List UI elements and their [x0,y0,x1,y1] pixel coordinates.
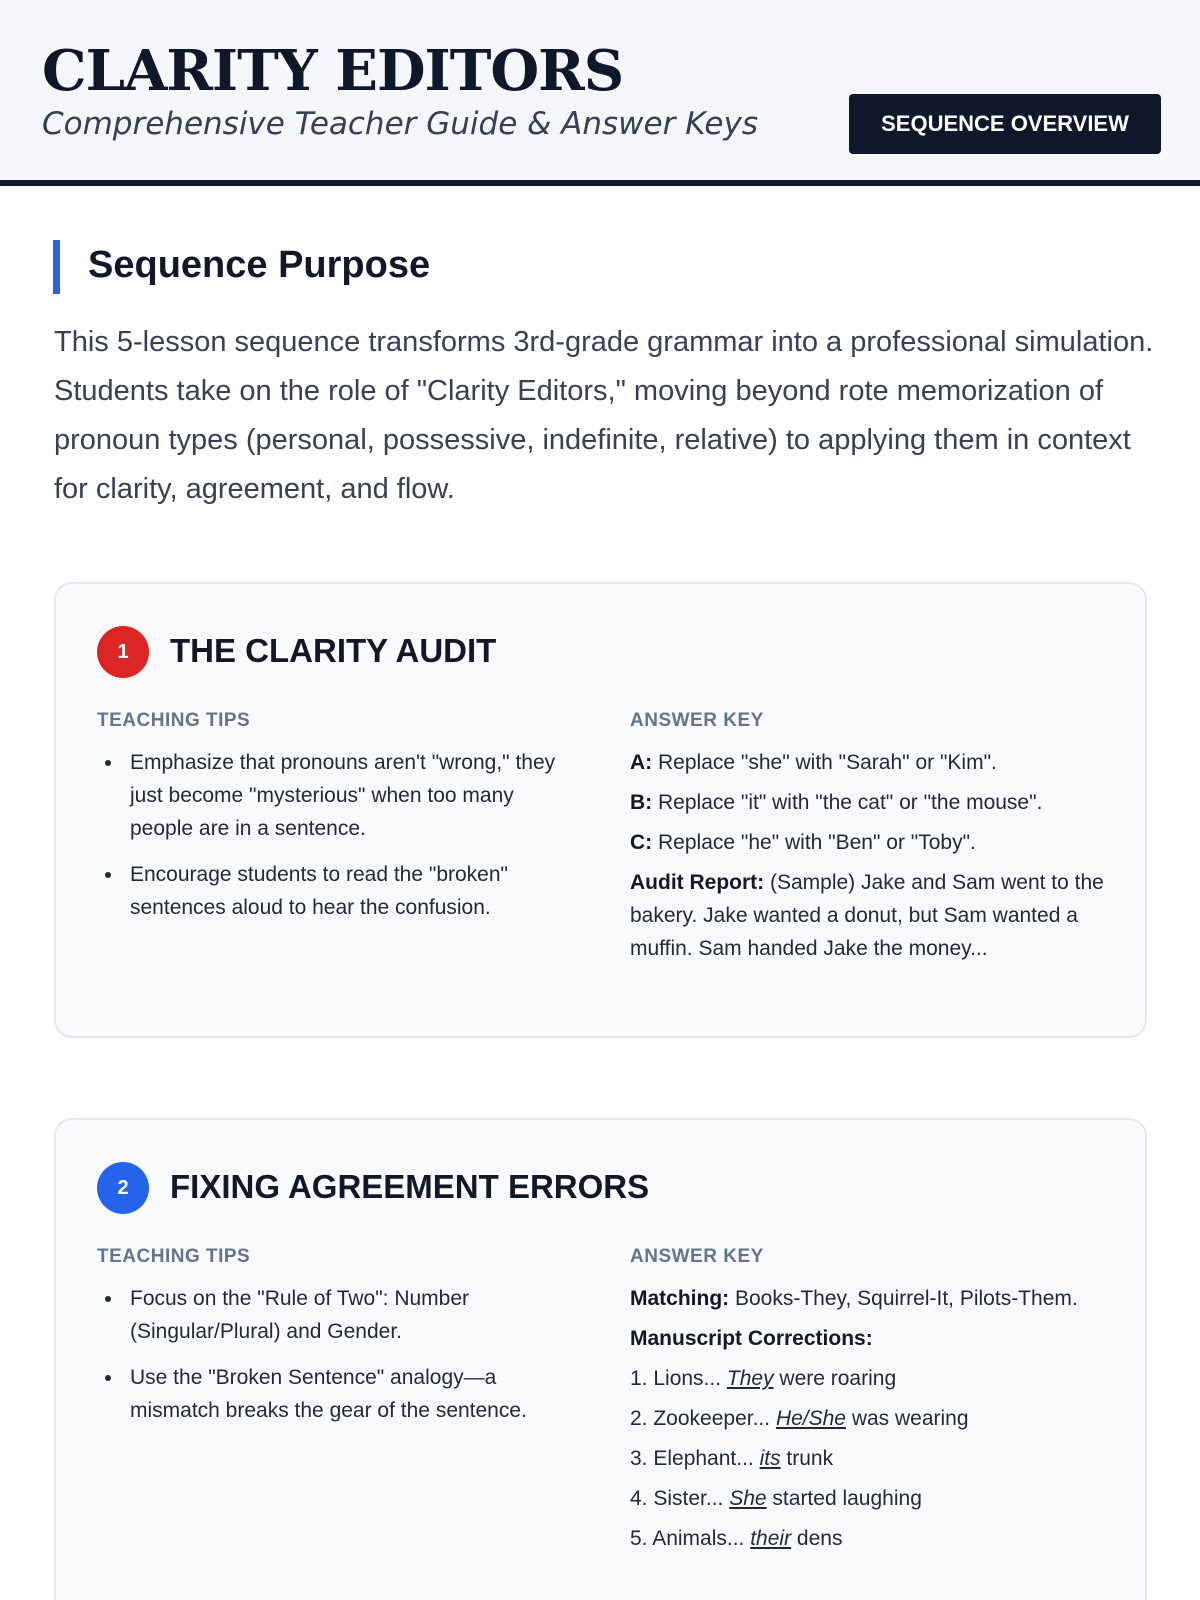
answer-item [630,786,1110,819]
brand-title: CLARITY EDITORS [42,38,624,104]
answer-item [630,746,1110,779]
corrected-pronoun: She [729,1487,767,1510]
correction-item [630,1442,1110,1475]
answer-text: Books-They, Squirrel-It, Pilots-Them. [729,1287,1078,1310]
correction-suffix: dens [791,1527,843,1550]
lesson-card-1 [54,582,1147,1038]
teaching-tips-list [97,746,577,937]
teaching-tips-label: TEACHING TIPS [97,1246,251,1267]
answer-text: Replace "she" with "Sarah" or "Kim". [652,751,997,774]
correction-item [630,1482,1110,1515]
teaching-tips-label: TEACHING TIPS [97,710,251,731]
page-header [0,0,1200,186]
answer-key [630,746,1110,972]
teaching-tips-list [97,1282,577,1440]
tip-item: Encourage students to read the "broken" sentences aloud to hear the confusion. [97,858,577,924]
answer-text: Replace "it" with "the cat" or "the mouse". [652,791,1043,814]
correction-prefix: 2. Zookeeper... [630,1407,776,1430]
answer-label: B: [630,791,653,814]
corrected-pronoun: They [726,1367,774,1390]
correction-item [630,1522,1110,1555]
correction-item [630,1402,1110,1435]
tip-item: Emphasize that pronouns aren't "wrong," they just become "mysterious" when too many people are in a sentence. [97,746,577,845]
tip-item: Use the "Broken Sentence" analogy—a mismatch breaks the gear of the sentence. [97,1361,577,1427]
correction-prefix: 4. Sister... [630,1487,730,1510]
answer-key-label: ANSWER KEY [630,1246,764,1267]
answer-item [630,826,1110,859]
corrected-pronoun: He/She [775,1407,846,1430]
correction-suffix: were roaring [773,1367,897,1390]
answer-label: A: [630,751,653,774]
corrections-heading [630,1322,1110,1355]
lesson-card-2 [54,1118,1147,1600]
lesson-title: FIXING AGREEMENT ERRORS [170,1168,650,1205]
answer-label: Manuscript Corrections: [630,1327,873,1350]
answer-label: Audit Report: [630,871,765,894]
corrected-pronoun: its [759,1447,781,1470]
correction-suffix: started laughing [766,1487,922,1510]
corrected-pronoun: their [750,1527,792,1550]
correction-prefix: 1. Lions... [630,1367,727,1390]
lesson-title: THE CLARITY AUDIT [170,632,497,669]
purpose-paragraph: This 5-lesson sequence transforms 3rd-grade grammar into a professional simulation. Students take on the role of "Clarity Editors," moving beyond rote memorization of pronoun types (personal, possessive, indefinite, relative) to applying them in context for clarity, agreement, and flow. [54,326,1154,505]
matching-answer [630,1282,1110,1315]
answer-key [630,1282,1110,1562]
correction-prefix: 3. Elephant... [630,1447,760,1470]
sequence-overview-button[interactable]: SEQUENCE OVERVIEW [849,94,1161,154]
answer-key-label: ANSWER KEY [630,710,764,731]
answer-label: C: [630,831,653,854]
correction-suffix: was wearing [845,1407,969,1430]
correction-item [630,1362,1110,1395]
section-heading: Sequence Purpose [88,244,431,286]
answer-item [630,866,1110,965]
answer-text: (Sample) Jake and Sam went to the bakery. Jake wanted a donut, but Sam wanted a muffin. Sam handed Jake the money... [630,871,1104,960]
lesson-number-badge: 2 [97,1162,149,1214]
answer-label: Matching: [630,1287,730,1310]
section-accent-bar [53,240,60,294]
correction-prefix: 5. Animals... [630,1527,751,1550]
tip-item: Focus on the "Rule of Two": Number (Singular/Plural) and Gender. [97,1282,577,1348]
correction-suffix: trunk [780,1447,834,1470]
lesson-number-badge: 1 [97,626,149,678]
answer-text: Replace "he" with "Ben" or "Toby". [652,831,976,854]
brand-subtitle: Comprehensive Teacher Guide & Answer Keys [42,106,758,142]
